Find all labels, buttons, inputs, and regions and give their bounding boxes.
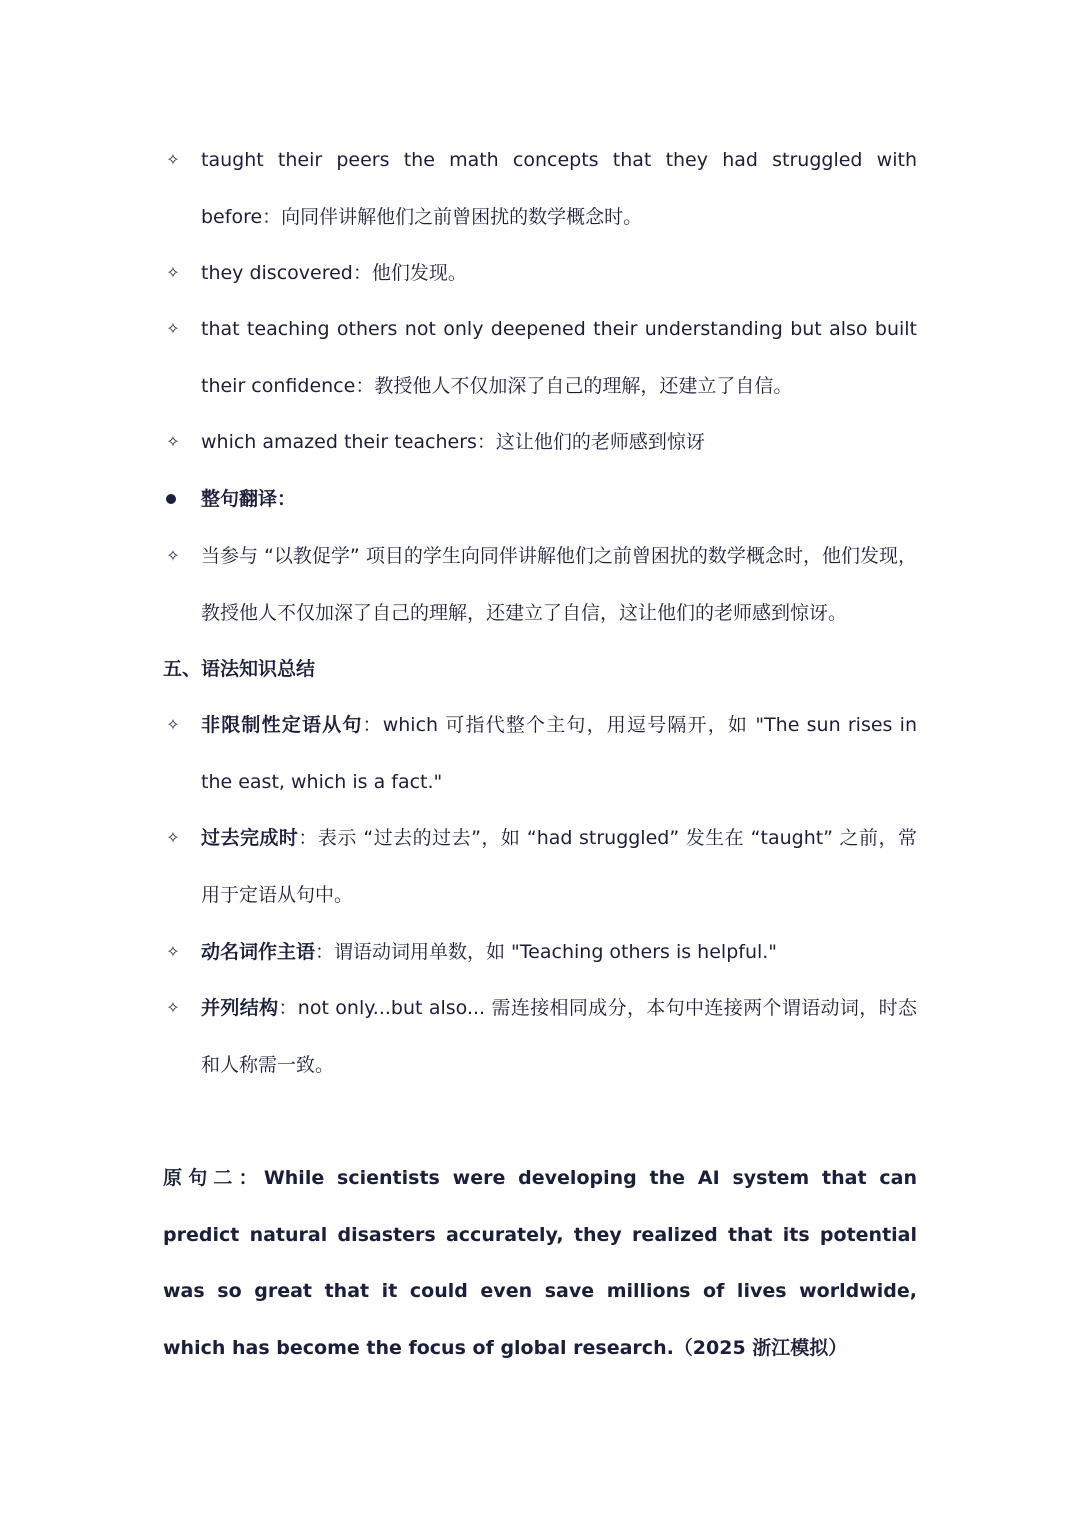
grammar-desc: ：谓语动词用单数，如 "Teaching others is helpful." <box>315 941 778 963</box>
star-bullet-icon: ✧ <box>166 828 180 847</box>
original-sentence-two: 原句二：While scientists were developing the AI system that can predict natural disasters accurately, they realized that its potential was so great that it could even save millions of lives worldwide, which has become the focus of global research.（2025 浙江模拟） <box>163 1167 917 1360</box>
star-bullet-icon: ✧ <box>166 432 180 451</box>
list-item <box>163 431 917 471</box>
translation-label: 整句翻译： <box>201 488 297 510</box>
star-bullet-icon: ✧ <box>166 942 180 961</box>
list-item-text: they discovered：他们发现。 <box>201 262 467 284</box>
translation-text: 当参与 “以教促学” 项目的学生向同伴讲解他们之前曾困扰的数学概念时，他们发现，教授他人不仅加深了自己的理解，还建立了自信，这让他们的老师感到惊讶。 <box>201 545 917 624</box>
grammar-item-text <box>201 980 917 1093</box>
filled-circle-bullet-icon <box>166 494 176 504</box>
list-item <box>163 318 917 414</box>
grammar-term: 动名词作主语 <box>201 941 316 963</box>
grammar-item-text <box>201 924 917 981</box>
grammar-term: 非限制性定语从句 <box>201 714 363 736</box>
star-bullet-icon: ✧ <box>166 546 180 565</box>
grammar-item-text <box>201 810 917 923</box>
list-item <box>163 149 917 245</box>
star-bullet-icon: ✧ <box>166 715 180 734</box>
grammar-item <box>163 714 917 810</box>
list-item-text: which amazed their teachers：这让他们的老师感到惊讶 <box>201 431 705 453</box>
list-item-text: taught their peers the math concepts that they had struggled with before：向同伴讲解他们之前曾困扰的数学概念时。 <box>201 149 917 228</box>
star-bullet-icon: ✧ <box>166 319 180 338</box>
grammar-desc: ：not only...but also... 需连接相同成分，本句中连接两个谓语动词，时态和人称需一致。 <box>201 997 917 1076</box>
grammar-item <box>163 827 917 923</box>
star-bullet-icon: ✧ <box>166 998 180 1017</box>
section-heading: 五、语法知识总结 <box>163 658 316 680</box>
list-item-text: that teaching others not only deepened their understanding but also built their confidence：教授他人不仅加深了自己的理解，还建立了自信。 <box>201 318 917 397</box>
grammar-item <box>163 997 917 1093</box>
grammar-term: 并列结构 <box>201 997 279 1019</box>
star-bullet-icon: ✧ <box>166 263 180 282</box>
list-item <box>163 262 917 302</box>
grammar-desc: ：which 可指代整个主句，用逗号隔开，如 "The sun rises in the east, which is a fact." <box>201 714 917 793</box>
translation-label-item <box>163 488 917 528</box>
star-bullet-icon: ✧ <box>166 150 180 169</box>
grammar-desc: ：表示 “过去的过去”，如 “had struggled” 发生在 “taught” 之前，常用于定语从句中。 <box>201 827 917 906</box>
grammar-item-text <box>201 697 917 810</box>
grammar-term: 过去完成时 <box>201 827 299 849</box>
translation-item <box>163 545 917 641</box>
grammar-item <box>163 941 917 981</box>
